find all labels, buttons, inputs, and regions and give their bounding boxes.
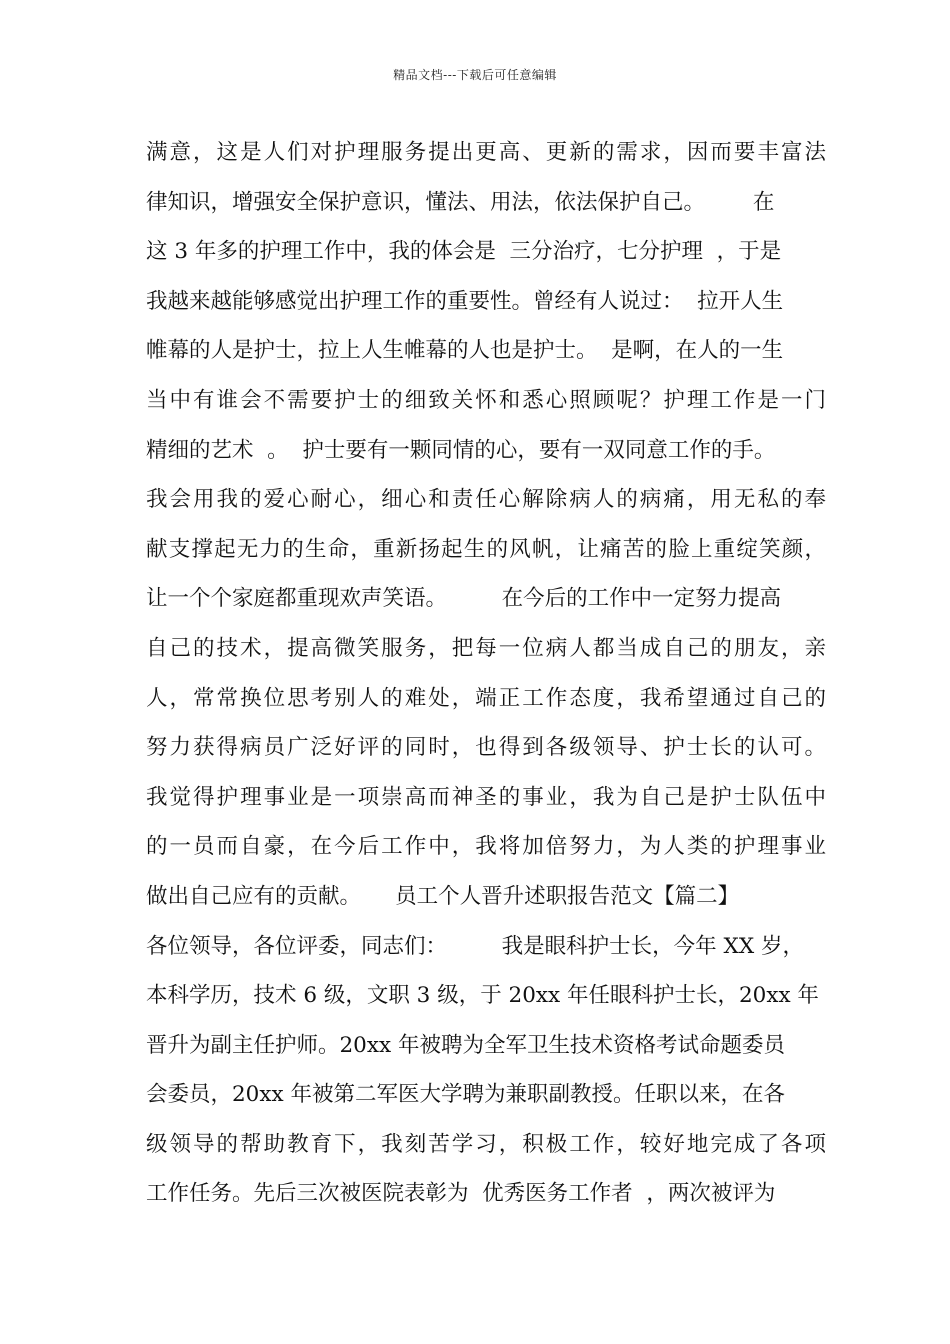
text-line-9: 献支撑起无力的生命，重新扬起生的风帆，让痛苦的脸上重绽笑颜，	[146, 536, 826, 562]
text-line-20: 会委员，20xx 年被第二军医大学聘为兼职副教授。任职以来，在各	[146, 1082, 785, 1108]
text-line-19: 晋升为副主任护师。20xx 年被聘为全军卫生技术资格考试命题委员	[146, 1032, 785, 1058]
text-line-8: 我会用我的爱心耐心，细心和责任心解除病人的病痛，用无私的奉	[146, 487, 826, 513]
text-line-5: 帷幕的人是护士，拉上人生帷幕的人也是护士。 是啊，在人的一生	[146, 338, 784, 364]
text-line-12: 人，常常换位思考别人的难处，端正工作态度，我希望通过自己的	[146, 685, 826, 711]
text-line-11: 自己的技术，提高微笑服务，把每一位病人都当成自己的朋友，亲	[146, 635, 826, 661]
text-line-10: 让一个个家庭都重现欢声笑语。 在今后的工作中一定努力提高	[146, 586, 782, 612]
text-line-14: 我觉得护理事业是一项崇高而神圣的事业，我为自己是护士队伍中	[146, 784, 826, 810]
text-line-1: 满意，这是人们对护理服务提出更高、更新的需求，因而要丰富法	[146, 140, 826, 165]
text-line-21: 级领导的帮助教育下，我刻苦学习，积极工作，较好地完成了各项	[146, 1131, 826, 1157]
text-line-13: 努力获得病员广泛好评的同时，也得到各级领导、护士长的认可。	[146, 735, 826, 761]
text-line-15: 的一员而自豪，在今后工作中，我将加倍努力，为人类的护理事业	[146, 834, 826, 860]
page-header: 精品文档---下载后可任意编辑	[393, 68, 557, 82]
text-line-2: 律知识，增强安全保护意识，懂法、用法，依法保护自己。 在	[146, 189, 775, 215]
text-line-17: 各位领导，各位评委，同志们： 我是眼科护士长，今年 XX 岁，	[146, 933, 804, 959]
text-line-16: 做出自己应有的贡献。 员工个人晋升述职报告范文【篇二】	[146, 883, 740, 909]
document-body	[146, 128, 826, 1219]
text-line-7: 精细的艺术 。 护士要有一颗同情的心，要有一双同意工作的手。	[146, 437, 776, 463]
text-line-3: 这 3 年多的护理工作中，我的体会是 三分治疗，七分护理 ，于是	[146, 239, 782, 265]
text-line-18: 本科学历，技术 6 级，文职 3 级，于 20xx 年任眼科护士长，20xx 年	[146, 983, 819, 1009]
text-line-4: 我越来越能够感觉出护理工作的重要性。曾经有人说过： 拉开人生	[146, 288, 784, 314]
text-line-6: 当中有谁会不需要护士的细致关怀和悉心照顾呢？护理工作是一门	[146, 387, 826, 413]
text-line-22: 工作任务。先后三次被医院表彰为 优秀医务工作者 ，两次被评为	[146, 1181, 776, 1207]
